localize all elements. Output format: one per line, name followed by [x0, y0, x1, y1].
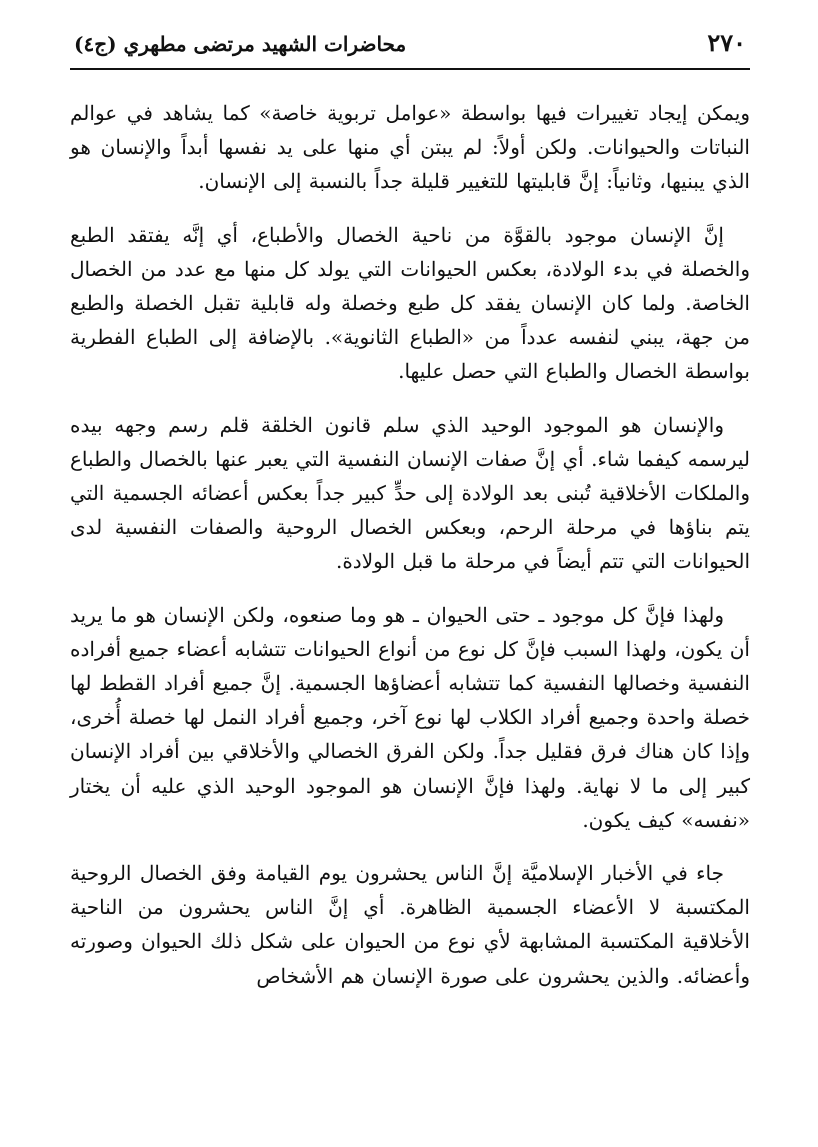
paragraph-4: ولهذا فإنَّ كل موجود ـ حتى الحيوان ـ هو وما صنعوه، ولكن الإنسان هو ما يريد أن يكون، ولهذا السبب فإنَّ كل نوع من أنواع الحيوانات تتشابه أعضاء جميع أفراده النفسية وخصالها النفسية كما تتشابه أعضاؤها الجسمية. إنَّ جميع أفراد القطط لها خصلة واحدة وجميع أفراد الكلاب لها نوع آخر، وجميع أفراد النمل لها خصلة أُخرى، وإذا كان هناك فرق فقليل جداً. ولكن الفرق الخصالي والأخلاقي بين أفراد الإنسان كبير إلى ما لا نهاية. ولهذا فإنَّ الإنسان هو الموجود الوحيد الذي عليه أن يختار «نفسه» كيف يكون.	[70, 602, 750, 832]
page-header	[70, 28, 750, 70]
book-page	[70, 28, 750, 993]
body-text	[70, 96, 750, 993]
paragraph-2: إنَّ الإنسان موجود بالقوَّة من ناحية الخصال والأطباع، أي إنَّه يفتقد الطبع والخصلة في بدء الولادة، بعكس الحيوانات التي يولد كل منها مع عدد من الخصال الخاصة. ولما كان الإنسان يفقد كل طبع وخصلة وله قابلية تقبل الخصلة والطبع من جهة، يبني لنفسه عدداً من «الطباع الثانوية». بالإضافة إلى الطباع الفطرية بواسطة الخصال والطباع التي حصل عليها.	[70, 222, 750, 384]
page-number: ٢٧٠	[707, 28, 746, 57]
running-title: محاضرات الشهيد مرتضى مطهري (ج٤)	[74, 32, 407, 56]
paragraph-5: جاء في الأخبار الإسلاميَّة إنَّ الناس يحشرون يوم القيامة وفق الخصال الروحية المكتسبة لا الأعضاء الجسمية الظاهرة. أي إنَّ الناس يحشرون من الناحية الأخلاقية المكتسبة المشابهة لأي نوع من الحيوان على شكل ذلك الحيوان وصورته وأعضائه. والذين يحشرون على صورة الإنسان هم الأشخاص	[70, 861, 750, 988]
paragraph-3: والإنسان هو الموجود الوحيد الذي سلم قانون الخلقة قلم رسم وجهه بيده ليرسمه كيفما شاء. أي إنَّ صفات الإنسان النفسية التي يعبر عنها بالخصال والطباع والملكات الأخلاقية تُبنى بعد الولادة إلى حدٍّ كبير جداً بعكس أعضائه الجسمية التي يتم بناؤها في مرحلة الرحم، وبعكس الخصال الروحية والصفات النفسية لدى الحيوانات التي تتم أيضاً في مرحلة ما قبل الولادة.	[70, 412, 750, 574]
paragraph-1: ويمكن إيجاد تغييرات فيها بواسطة «عوامل تربوية خاصة» كما يشاهد في عوالم النباتات والحيوانات. ولكن أولاً: لم يبتن أي منها على يد نفسها أبداً والإنسان هو الذي يبنيها، وثانياً: إنَّ قابليتها للتغيير قليلة جداً بالنسبة إلى الإنسان.	[70, 101, 750, 194]
